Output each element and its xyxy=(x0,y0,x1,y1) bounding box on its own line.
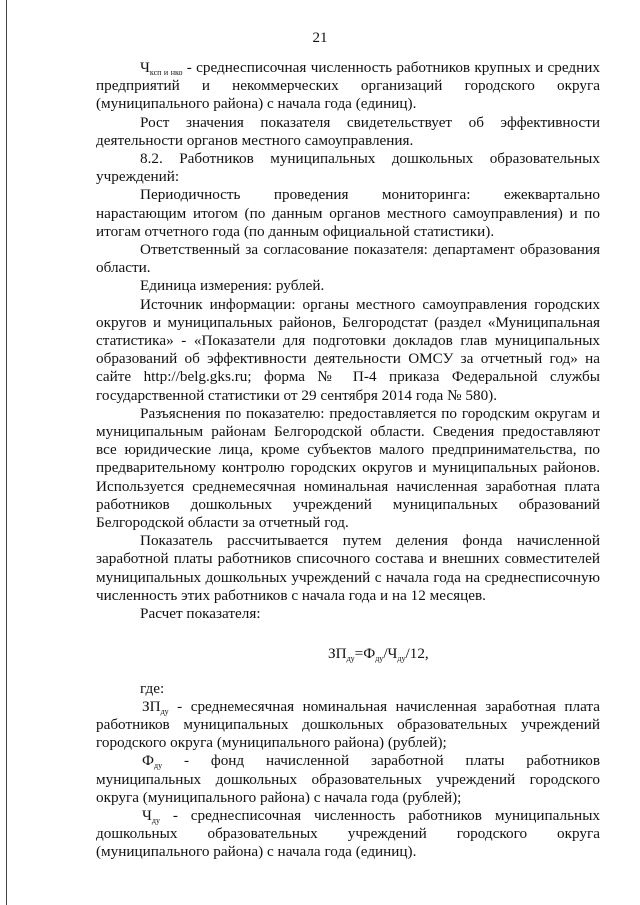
paragraph-source: Источник информации: органы местного самоуправления городских округов и муниципальных районов, Белгородстат (раздел «Муниципальная статистика» - «Показатели для подготовки докладов глав муниципальных образований об эффективности деятельности ОМСУ за отчетный год» на сайте http://belg.gks.ru; форма № П-4 приказа Федеральной службы государственной статистики от 29 сентября 2014 года № 580). xyxy=(96,295,600,404)
symbol-subscript: ду xyxy=(151,815,160,825)
paragraph-calculation-method: Показатель рассчитывается путем деления фонда начисленной заработной платы работников списочного состава и внешних совместителей муниципальных дошкольных учреждений с начала года на среднесписочную численность этих работников с начала года и на 12 месяцев. xyxy=(96,532,600,604)
paragraph-text: - среднесписочная численность работников крупных и средних предприятий и некоммерческих организаций городского округа (муниципального района) с начала года (единиц). xyxy=(96,59,600,113)
formula-f-subscript: ду xyxy=(375,654,384,664)
page-left-edge-line xyxy=(6,0,7,905)
paragraph-responsible: Ответственный за согласование показателя: департамент образования области. xyxy=(96,241,600,277)
definition-text: - среднесписочная численность работников муниципальных дошкольных образовательных учреждений городского округа (муниципального района) с начала года (единиц). xyxy=(96,806,600,861)
symbol-subscript: ду xyxy=(160,706,169,716)
paragraph-growth: Рост значения показателя свидетельствует об эффективности деятельности органов местного самоуправления. xyxy=(96,113,600,149)
paragraph-calculation-label: Расчет показателя: xyxy=(140,605,261,623)
formula-ch-subscript: ду xyxy=(397,654,406,664)
paragraph-explanation: Разъяснения по показателю: предоставляется по городским округам и муниципальным районам Белгородской области. Сведения предоставляют все юридические лица, кроме субъектов малого предпринимательства, по предварительному контролю городских округов и муниципальных районов. Используется среднемесячная номинальная начисленная заработная плата работников дошкольных учреждений муниципальных образований Белгородской области за отчетный год. xyxy=(96,404,600,532)
symbol-subscript: ксп и нко xyxy=(149,68,183,77)
paragraph-periodicity: Периодичность проведения мониторинга: ежеквартально нарастающим итогом (по данным органов местного самоуправления) и по итогам отчетного года (по данным официальной статистики). xyxy=(96,186,600,240)
definition-zp xyxy=(96,698,600,753)
formula-slash: / xyxy=(383,645,388,663)
definition-ch xyxy=(96,807,600,862)
formula-zp: ЗП xyxy=(328,645,347,663)
page-number: 21 xyxy=(312,30,328,46)
formula xyxy=(96,645,600,663)
formula-f: Ф xyxy=(363,645,376,663)
section-heading-8-2: 8.2. Работников муниципальных дошкольных образовательных учреждений: xyxy=(96,150,600,186)
definition-text: - фонд начисленной заработной платы работников муниципальных дошкольных образовательных учреждений городского округа (муниципального района) с начала года (рублей); xyxy=(96,752,600,806)
formula-ch: Ч xyxy=(387,645,398,663)
symbol-zp: ЗП xyxy=(142,697,161,715)
symbol-ch: Ч xyxy=(142,806,152,824)
formula-tail: /12, xyxy=(405,645,429,663)
where-label: где: xyxy=(140,679,165,697)
definition-text: - среднемесячная номинальная начисленная заработная плата работников муниципальных дошкольных образовательных учреждений городского округа (муниципального района) (рублей); xyxy=(96,697,600,752)
symbol-subscript: ду xyxy=(154,761,163,771)
formula-equals: = xyxy=(354,645,364,663)
symbol-f: Ф xyxy=(142,752,154,770)
symbol-ch: Ч xyxy=(140,59,150,76)
paragraph-def-ch-ksp xyxy=(96,59,600,114)
paragraph-unit: Единица измерения: рублей. xyxy=(140,277,325,295)
formula-zp-subscript: ду xyxy=(346,654,355,664)
document-body xyxy=(96,59,600,862)
definition-f xyxy=(96,752,600,807)
